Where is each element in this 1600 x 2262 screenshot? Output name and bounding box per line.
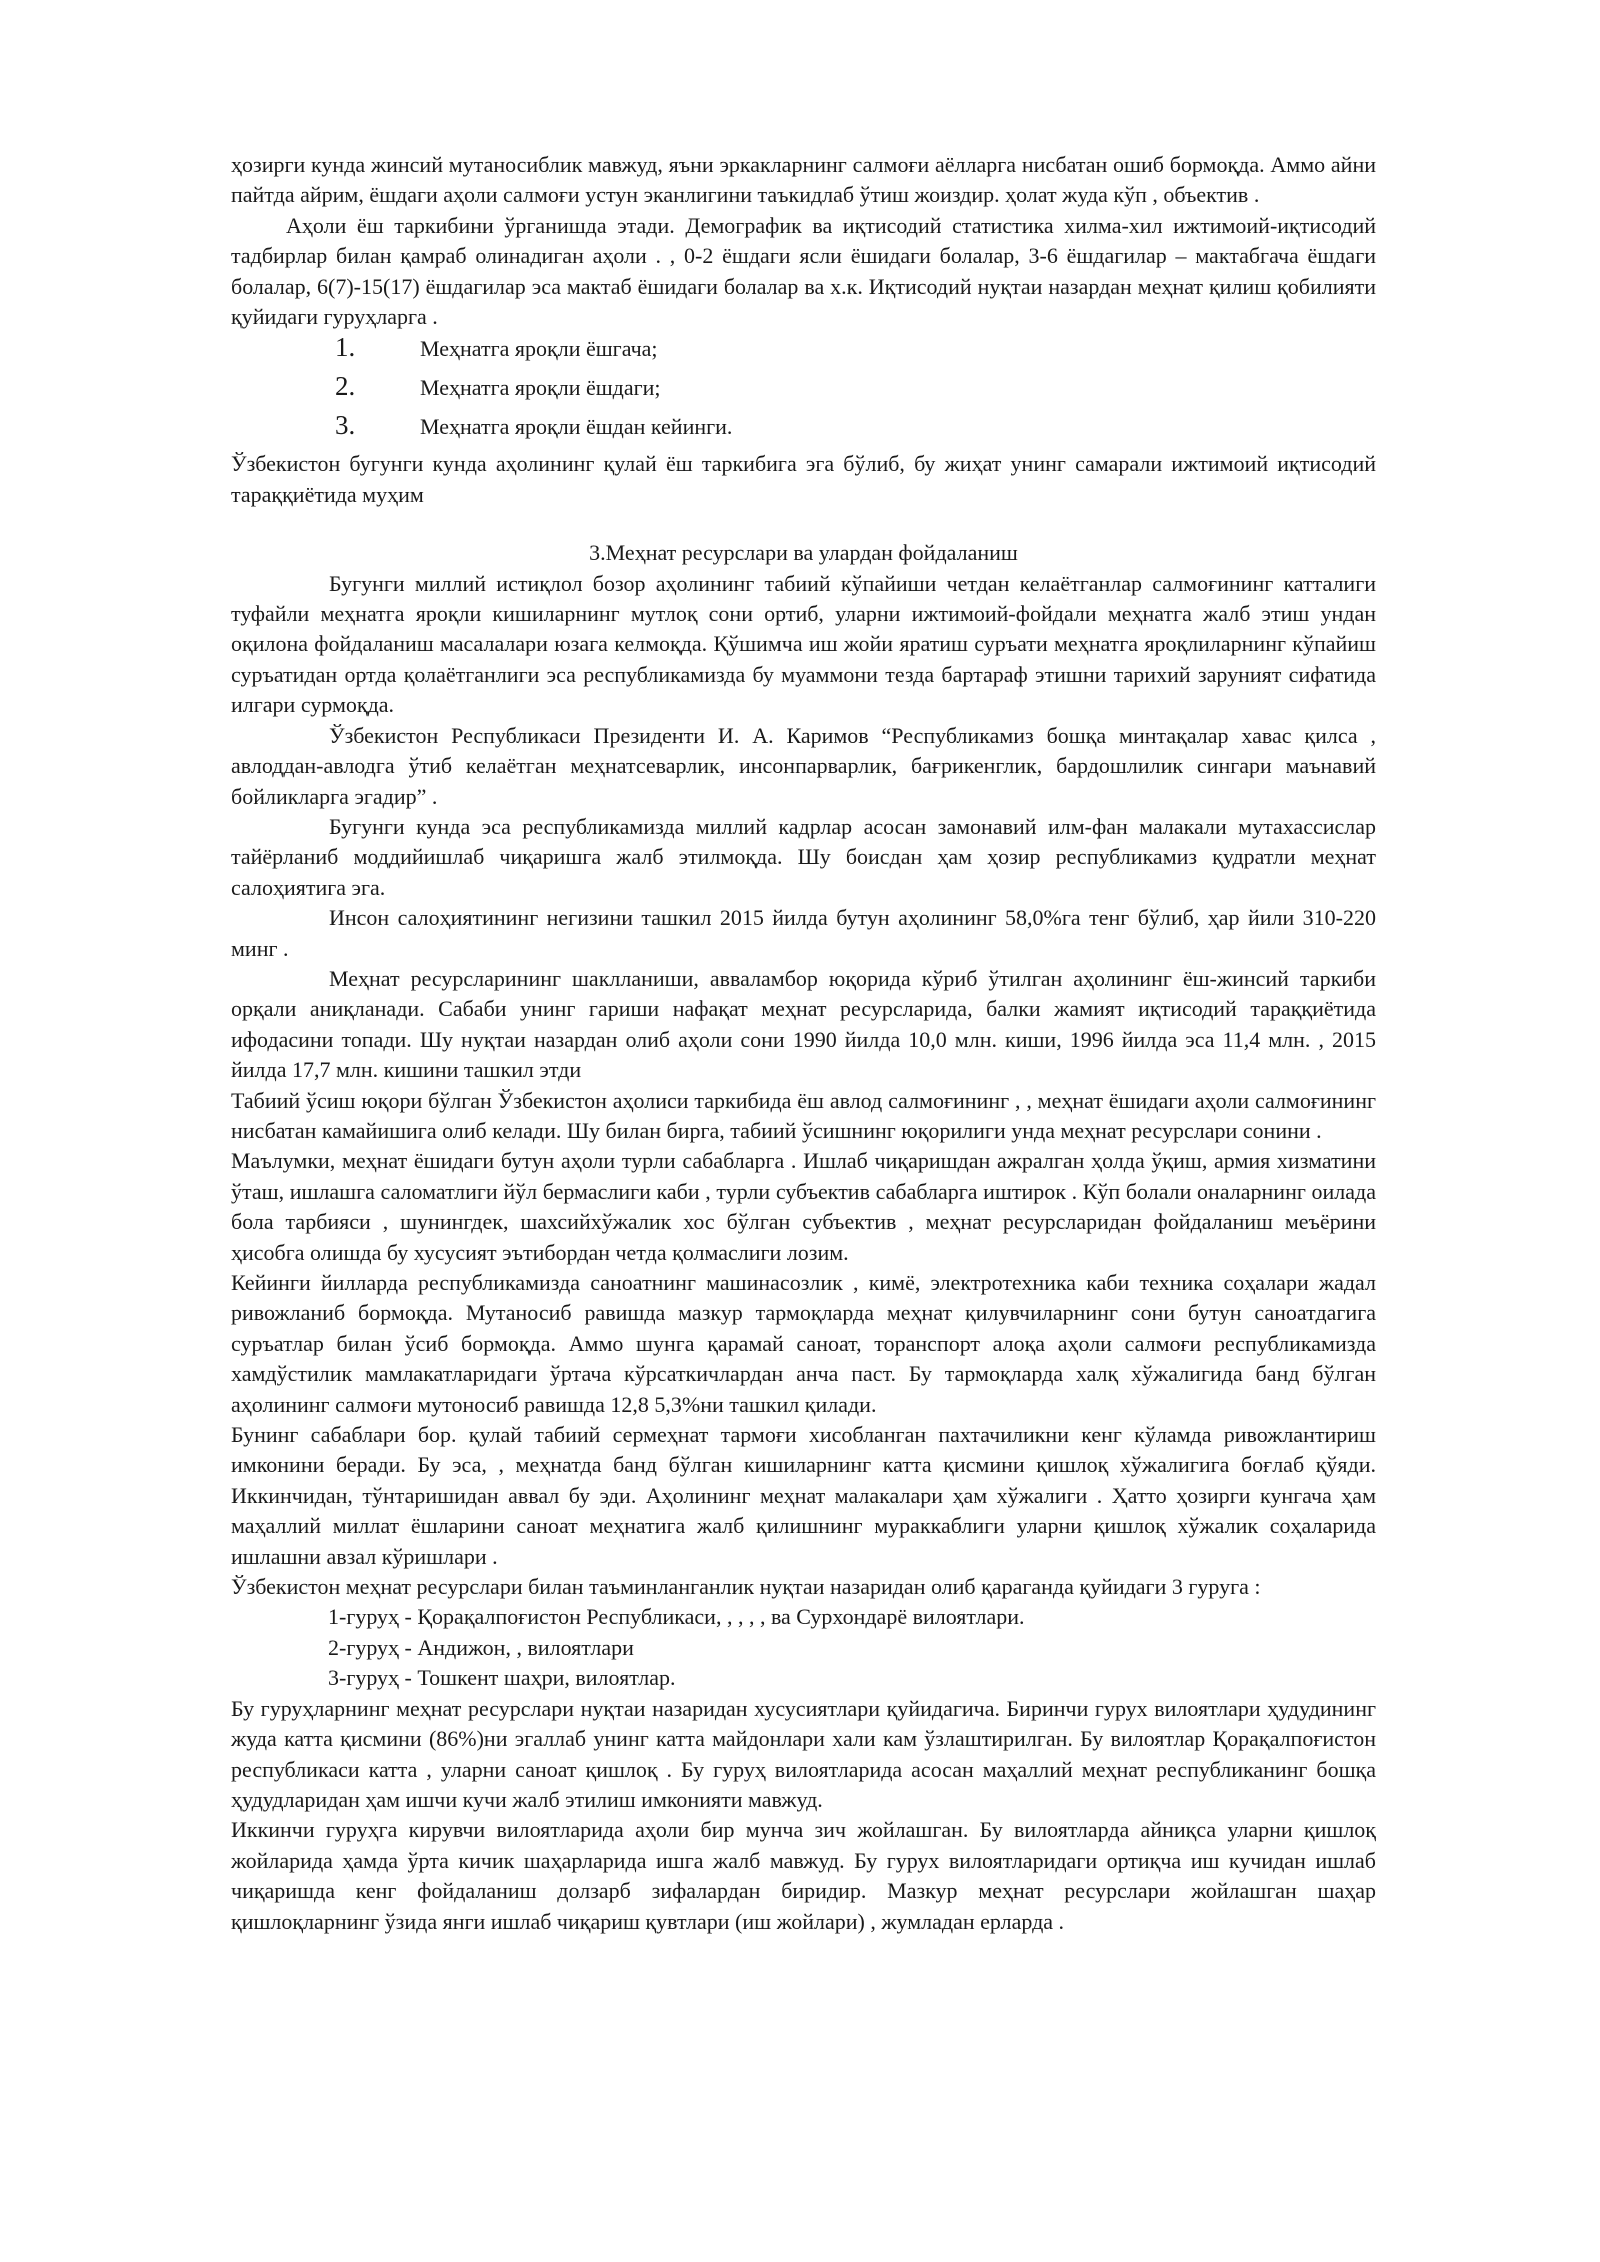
paragraph: Табиий ўсиш юқори бўлган Ўзбекистон аҳолиси таркибида ёш авлод салмоғининг , , меҳнат ёшидаги аҳоли салмоғининг нисбатан камайишига олиб келади. Шу билан бирга, табиий ўсишнинг юқорилиги унда меҳнат ресурслари сонини . <box>231 1087 1376 1143</box>
paragraph: Бунинг сабаблари бор. қулай табиий сермеҳнат тармоғи хисобланган пахтачиликни кенг кўламда ривожлантириш имконини беради. Бу эса, , меҳнатда банд бўлган кишиларнинг катта қисмини қишлоқ хўжалигига боғлаб қўяди. Иккинчидан, тўнтаришидан аввал бу эди. Аҳолининг меҳнат малакалари ҳам хўжалиги . Ҳатто ҳозирги кунгача ҳам маҳаллий миллат ёшларини саноат меҳнатига жалб қилишнинг мураккаблиги уларни қишлоқ хўжалик соҳаларида ишлашни авзал кўришлари . <box>231 1422 1376 1569</box>
list-number: 1. <box>335 332 356 363</box>
numbered-list <box>231 332 1376 449</box>
paragraph: Ўзбекистон бугунги кунда аҳолининг қулай ёш таркибига эга бўлиб, бу жиҳат унинг самарали ижтимоий иқтисодий тараққиётида муҳим <box>231 451 1376 507</box>
section-heading: 3.Меҳнат ресурслари ва улардан фойдаланиш <box>589 540 1018 566</box>
paragraph: Ўзбекистон Республикаси Президенти И. А. Каримов “Республикамиз бошқа минтақалар хавас қилса , авлоддан-авлодга ўтиб келаётган меҳнатсеварлик, инсонпарварлик, бағрикенглик, бардошлилик сингари маънавий бойликларга эгадир” . <box>231 722 1376 809</box>
list-number: 2. <box>335 371 356 402</box>
paragraph: Бугунги миллий истиқлол бозор аҳолининг табиий кўпайиши четдан келаётганлар салмоғининг катталиги туфайли меҳнатга яроқли кишиларнинг мутлоқ сони ортиб, уларни ижтимоий-фойдали меҳнатга жалб этиш ундан оқилона фойдаланиш масалалари юзага келмоқда. Қўшимча иш жойи яратиш суръати меҳнатга яроқлиларнинг кўпайиш суръатидан ортда қолаётганлиги эса республикамизда бу муаммони тезда бартараф этишни тарихий заруният сифатида илгари сурмоқда. <box>231 570 1376 718</box>
paragraph: Бу гуруҳларнинг меҳнат ресурслари нуқтаи назаридан хусусиятлари қуйидагича. Биринчи гурух вилоятлари ҳудудининг жуда катта қисмини (86%)ни эгаллаб унинг катта майдонлари хали кам ўзлаштирилган. Бу вилоятлар Қорақалпоғистон республикаси катта , уларни саноат қишлоқ . Бу гуруҳ вилоятларида асосан маҳаллий меҳнат республиканинг бошқа ҳудудларидан ҳам ишчи кучи жалб этилиш имконияти мавжуд. <box>231 1695 1376 1812</box>
group-item: 1-гуруҳ - Қорақалпоғистон Республикаси, , , , , ва Сурхондарё вилоятлари. <box>328 1604 1025 1630</box>
list-item <box>335 332 1376 371</box>
paragraph: Инсон салоҳиятининг негизини ташкил 2015 йилда бутун аҳолининг 58,0%га тенг бўлиб, ҳар йили 310-220 минг . <box>231 905 1376 961</box>
list-text: Меҳнатга яроқли ёшгача; <box>420 336 658 362</box>
paragraph: Аҳоли ёш таркибини ўрганишда этади. Демографик ва иқтисодий статистика хилма-хил ижтимоий-иқтисодий тадбирлар билан қамраб олинадиган аҳоли . , 0-2 ёшдаги ясли ёшидаги болалар, 3-6 ёшдагилар – мактабгача ёшдаги болалар, 6(7)-15(17) ёшдагилар эса мактаб ёшидаги болалар ва х.к. Иқтисодий нуқтаи назардан меҳнат қилиш қобилияти қуйидаги гуруҳларга . <box>231 212 1376 330</box>
list-text: Меҳнатга яроқли ёшдан кейинги. <box>420 414 733 440</box>
paragraph: Кейинги йилларда республикамизда саноатнинг машинасозлик , кимё, электротехника каби техника соҳалари жадал ривожланиб бормоқда. Мутаносиб равишда мазкур тармоқларда меҳнат қилувчиларнинг сони бутун саноатдагига суръатлар билан ўсиб бормоқда. Аммо шунга қарамай саноат, торанспорт алоқа аҳоли салмоғи республикамизда хамдўстилик мамлакатларидаги ўртача кўрсаткичлардан анча паст. Бу тармоқларда халқ хўжалигида банд бўлган аҳолининг салмоғи мутоносиб равишда 12,8 5,3%ни ташкил қилади. <box>231 1270 1376 1417</box>
paragraph: Меҳнат ресурсларининг шаклланиши, авваламбор юқорида кўриб ўтилган аҳолининг ёш-жинсий таркиби орқали аниқланади. Сабаби унинг гариши нафақат меҳнат ресурсларида, балки жамият иқтисодий тараққиётида ифодасини топади. Шу нуқтаи назардан олиб аҳоли сони 1990 йилда 10,0 млн. киши, 1996 йилда эса 11,4 млн. , 2015 йилда 17,7 млн. кишини ташкил этди <box>231 965 1376 1083</box>
paragraph: Маълумки, меҳнат ёшидаги бутун аҳоли турли сабабларга . Ишлаб чиқаришдан ажралган ҳолда ўқиш, армия хизматини ўташ, ишлашга саломатлиги йўл бермаслиги каби , турли субъектив сабабларга иштирок . Кўп болали оналарнинг оилада бола тарбияси , шунингдек, шахсийхўжалик хос бўлган субъектив , меҳнат ресурсларидан фойдаланиш меъёрини ҳисобга олишда бу хусусият эътибордан четда қолмаслиги лозим. <box>231 1148 1376 1265</box>
paragraph: Ўзбекистон меҳнат ресурслари билан таъминланганлик нуқтаи назаридан олиб қараганда қуйидаги 3 гуруга : <box>231 1574 1261 1600</box>
document-page <box>231 150 1376 1937</box>
list-number: 3. <box>335 410 356 441</box>
group-item: 2-гуруҳ - Андижон, , вилоятлари <box>328 1634 634 1660</box>
paragraph: Иккинчи гуруҳга кирувчи вилоятларида аҳоли бир мунча зич жойлашган. Бу вилоятларда айниқса уларни қишлоқ жойларида ҳамда ўрта кичик шаҳарларида ишга жалб мавжуд. Бу гурух вилоятларидаги ортиқча иш кучидан ишлаб чиқаришда кенг фойдаланиш долзарб зифалардан биридир. Мазкур меҳнат ресурслари жойлашган шаҳар қишлоқларнинг ўзида янги ишлаб чиқариш қувтлари (иш жойлари) , жумладан ерларда . <box>231 1817 1376 1934</box>
list-text: Меҳнатга яроқли ёшдаги; <box>420 375 661 401</box>
group-item: 3-гуруҳ - Тошкент шаҳри, вилоятлар. <box>328 1665 676 1691</box>
paragraph: ҳозирги кунда жинсий мутаносиблик мавжуд, яъни эркакларнинг салмоғи аёлларга нисбатан ошиб бормоқда. Аммо айни пайтда айрим, ёшдаги аҳоли салмоғи устун эканлигини таъкидлаб ўтиш жоиздир. ҳолат жуда кўп , объектив . <box>231 152 1376 208</box>
paragraph: Бугунги кунда эса республикамизда миллий кадрлар асосан замонавий илм-фан малакали мутахассислар тайёрланиб моддийишлаб чиқаришга жалб этилмоқда. Шу боисдан ҳам ҳозир республикамиз қудратли меҳнат салоҳиятига эга. <box>231 813 1376 900</box>
list-item <box>335 410 1376 449</box>
list-item <box>335 371 1376 410</box>
